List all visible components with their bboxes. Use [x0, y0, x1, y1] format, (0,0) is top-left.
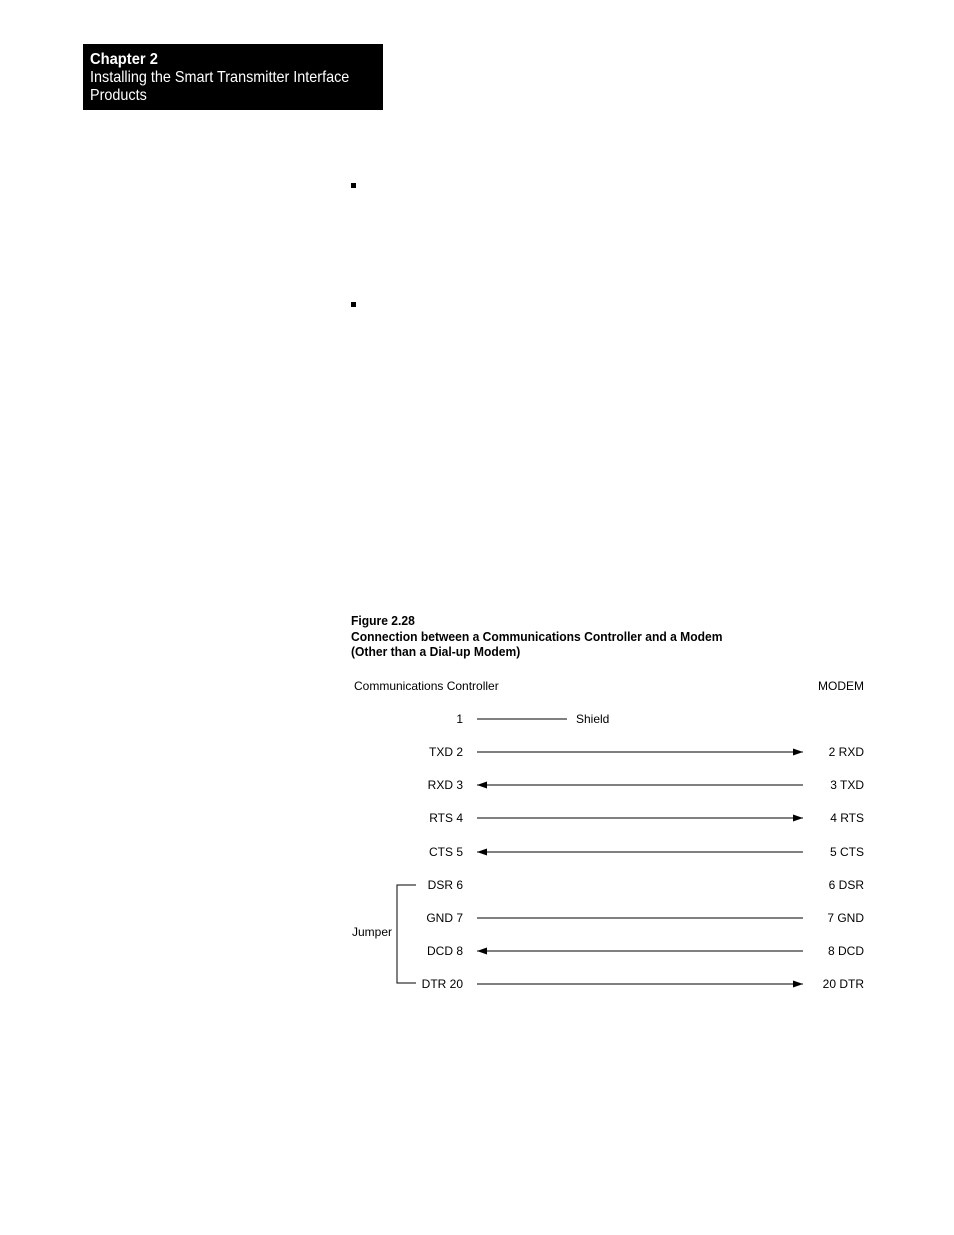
arrowhead-left-icon: [477, 849, 487, 856]
arrowhead-right-icon: [793, 981, 803, 988]
right-pin-label: 4 RTS: [830, 811, 864, 825]
arrowhead-right-icon: [793, 815, 803, 822]
figure-title-line1: Connection between a Communications Controller and a Modem: [351, 628, 723, 644]
chapter-title: Installing the Smart Transmitter Interface Products: [90, 69, 350, 104]
figure-number: Figure 2.28: [351, 613, 415, 628]
arrowhead-left-icon: [477, 782, 487, 789]
right-pin-label: 5 CTS: [829, 845, 864, 859]
right-pin-label: 20 DTR: [822, 977, 864, 991]
arrowhead-right-icon: [793, 749, 803, 756]
right-pin-label: 8 DCD: [827, 944, 864, 958]
jumper-label: Jumper: [351, 925, 392, 939]
right-pin-label: 6 DSR: [828, 878, 864, 892]
figure-title-line2: (Other than a Dial-up Modem): [351, 644, 521, 659]
right-pin-label: 7 GND: [827, 911, 864, 925]
right-pin-label: 2 RXD: [828, 745, 864, 759]
shield-label: Shield: [576, 712, 610, 726]
right-pin-label: 3 TXD: [830, 778, 864, 792]
left-pin-label: DSR 6: [427, 878, 463, 892]
left-pin-label: DTR 20: [421, 977, 463, 991]
left-pin-label: DCD 8: [426, 944, 463, 958]
left-pin-label: CTS 5: [428, 845, 463, 859]
shield-pin-label: 1: [456, 712, 463, 726]
pin-rows: [422, 745, 865, 991]
left-pin-label: RXD 3: [427, 778, 463, 792]
chapter-number: Chapter 2: [90, 51, 158, 68]
left-pin-label: GND 7: [426, 911, 463, 925]
right-device-label: MODEM: [818, 679, 864, 693]
left-device-label: Communications Controller: [354, 679, 499, 693]
left-pin-label: RTS 4: [429, 811, 463, 825]
jumper-bracket: [397, 885, 416, 983]
left-pin-label: TXD 2: [428, 745, 463, 759]
arrowhead-left-icon: [477, 948, 487, 955]
